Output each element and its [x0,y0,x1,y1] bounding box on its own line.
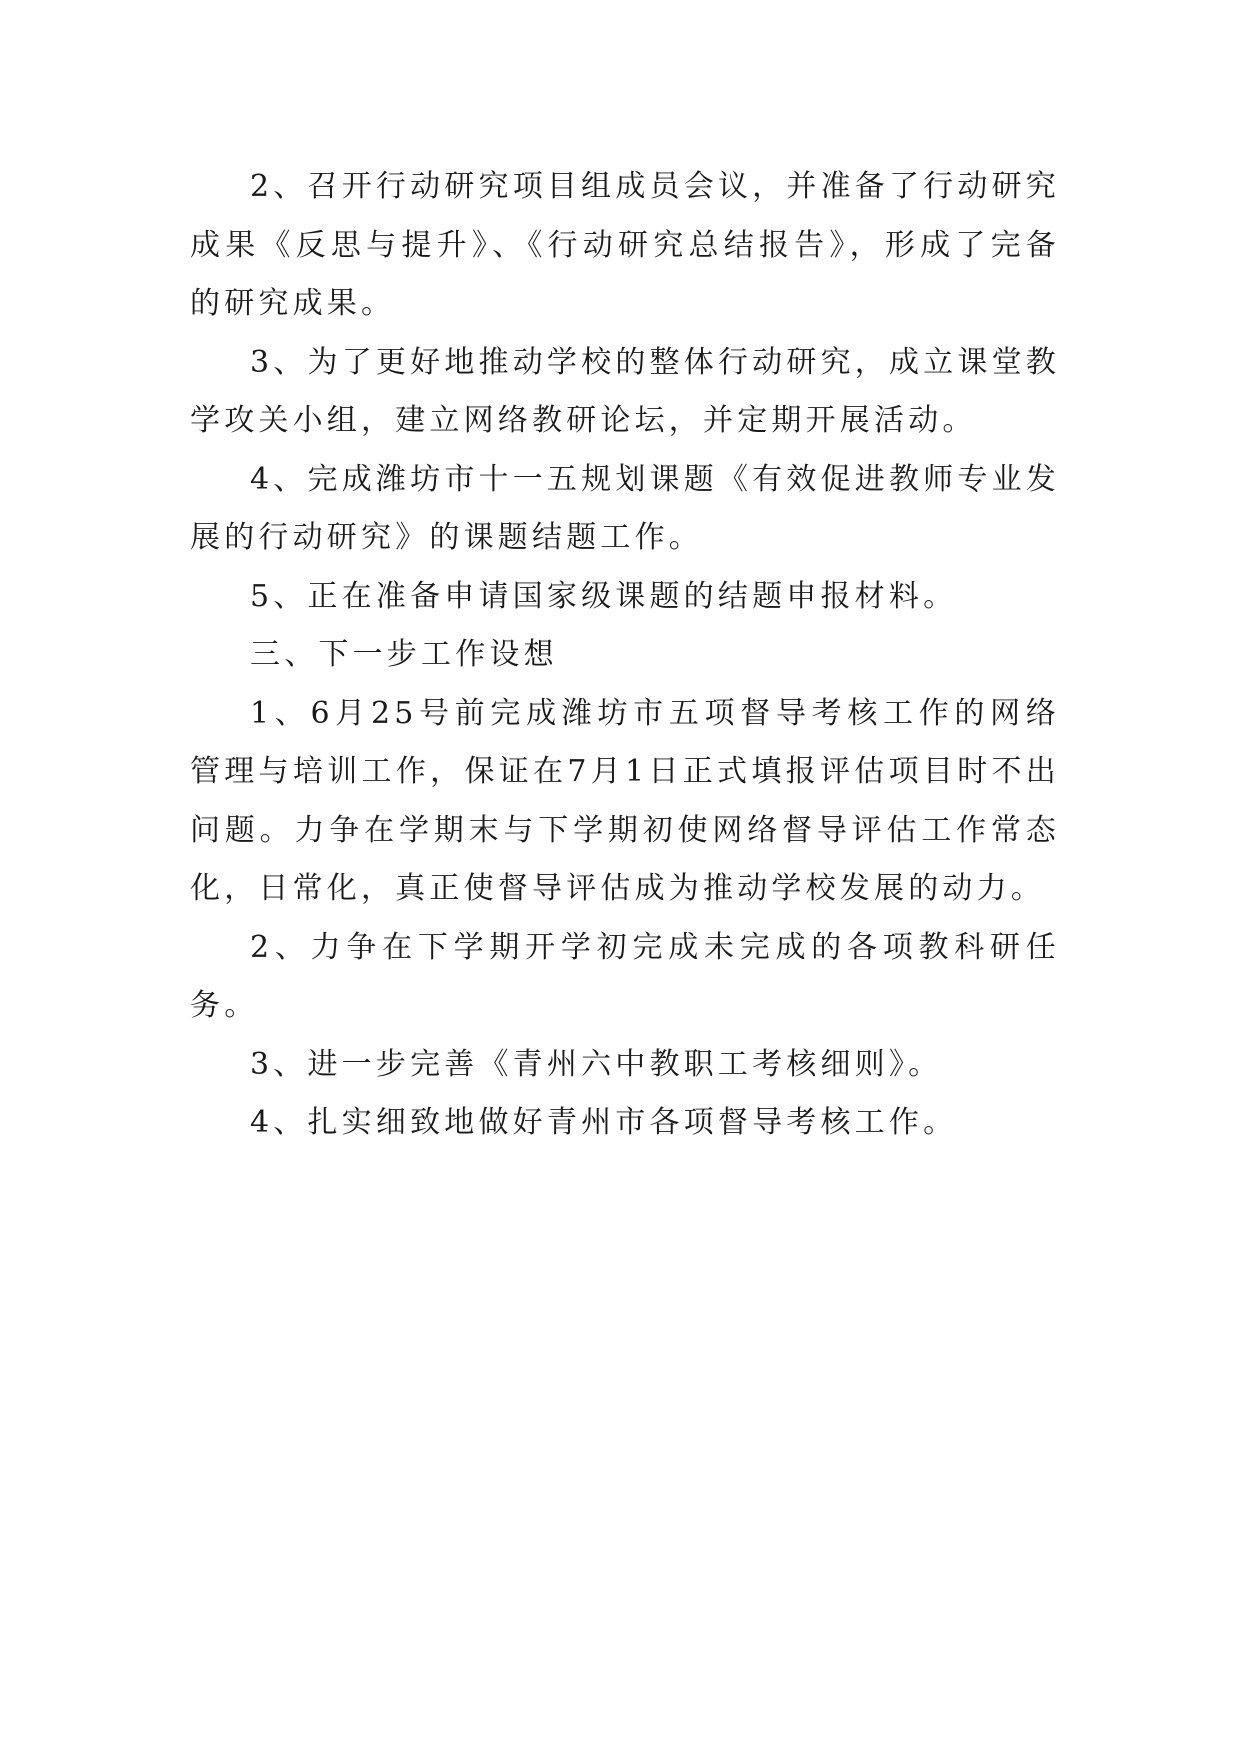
paragraph-item-5-national-project: 5、正在准备申请国家级课题的结题申报材料。 [250,578,958,614]
document-body [190,158,1060,1153]
paragraph-item-4-project-closing: 4、完成潍坊市十一五规划课题《有效促进教师专业发展的行动研究》的课题结题工作。 [190,461,1060,555]
paragraph-item-3-teaching-group: 3、为了更好地推动学校的整体行动研究，成立课堂教学攻关小组，建立网络教研论坛，并定期开展活动。 [190,344,1060,438]
section-heading-next-steps: 三、下一步工作设想 [250,637,558,672]
paragraph-plan-2-research-tasks: 2、力争在下学期开学初完成未完成的各项教科研任务。 [190,929,1060,1023]
paragraph-plan-4-supervision-work: 4、扎实细致地做好青州市各项督导考核工作。 [250,1105,958,1140]
paragraph-plan-1-network-supervision: 1、6月25号前完成潍坊市五项督导考核工作的网络管理与培训工作，保证在7月1日正式填报评估项目时不出问题。力争在学期末与下学期初使网络督导评估工作常态化，日常化，真正使督导评估成为推动学校发展的动力。 [190,695,1060,906]
paragraph-plan-3-assessment-rules: 3、进一步完善《青州六中教职工考核细则》。 [250,1046,943,1082]
paragraph-item-2-research-meeting: 2、召开行动研究项目组成员会议，并准备了行动研究成果《反思与提升》、《行动研究总结报告》，形成了完备的研究成果。 [190,169,1060,321]
